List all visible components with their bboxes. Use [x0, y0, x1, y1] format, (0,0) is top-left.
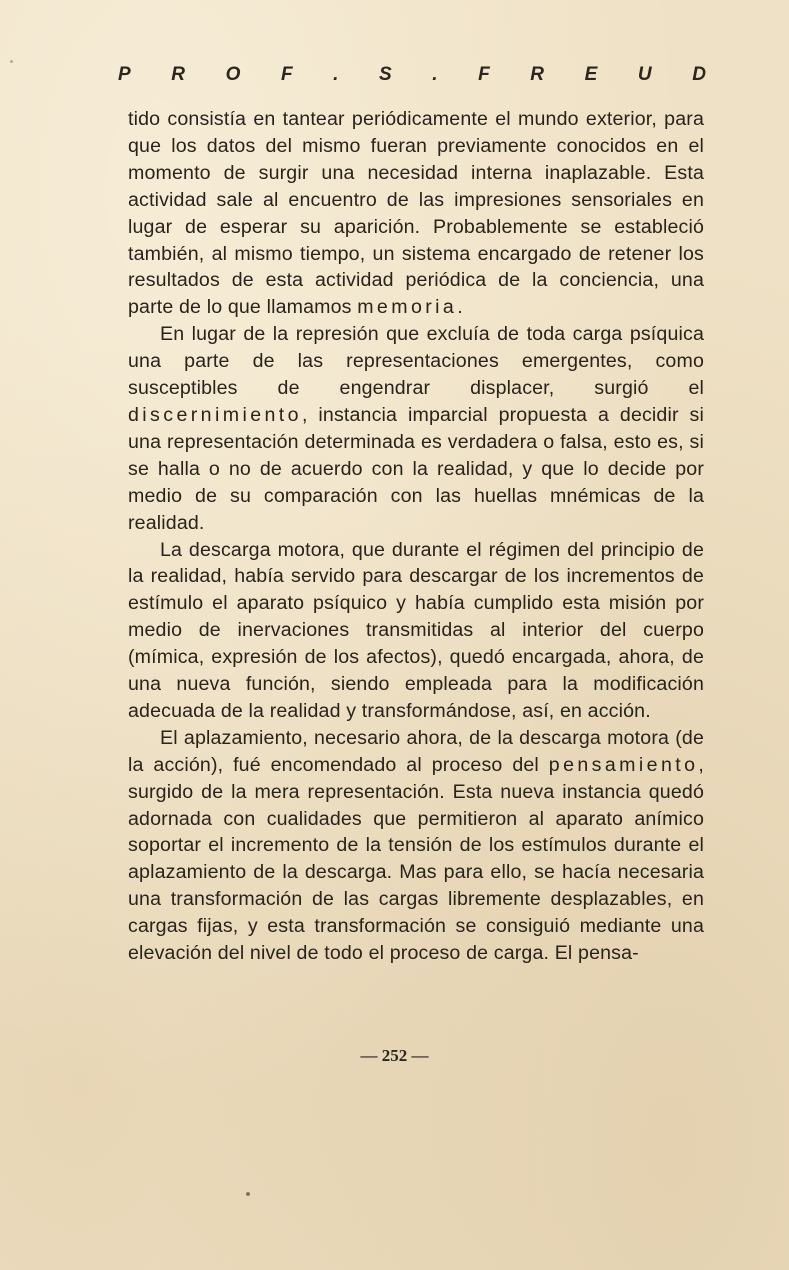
header-letter: S	[378, 64, 392, 85]
paragraph	[128, 321, 704, 536]
text-run: , instancia imparcial propuesta a decidir si una representación determinada es verdadera o falsa, esto es, si se halla o no de acuerdo con la realidad, y que lo decide por medio de su comparación con las huellas mnémicas de la realidad.	[128, 403, 704, 534]
emphasized-term: discernimiento	[128, 403, 302, 426]
running-header	[118, 60, 706, 90]
paragraph	[128, 537, 704, 725]
paragraph	[128, 725, 704, 967]
body-text	[128, 106, 704, 967]
paper-speck	[10, 60, 13, 63]
text-run: En lugar de la represión que excluía de toda carga psíquica una parte de las representaciones emergentes, como susceptibles de engendrar displacer, surgió el	[128, 323, 704, 400]
emphasized-term: pensamiento	[548, 753, 699, 776]
header-letter: E	[584, 64, 598, 85]
text-run: , surgido de la mera representación. Esta nueva instancia quedó adornada con cualidades que permitieron al aparato anímico soportar el incremento de la tensión de los estímulos durante el aplazamiento de la descarga. Mas para ello, se hacía necesaria una transformación de las cargas libremente desplazables, en cargas fijas, y esta transformación se consiguió mediante una elevación del nivel de todo el proceso de carga. El pensa-	[128, 753, 704, 965]
header-letter: .	[432, 64, 438, 85]
page-number: — 252 —	[360, 1046, 429, 1065]
paper-speck	[246, 1192, 250, 1196]
text-run: .	[457, 296, 463, 319]
header-letter: R	[530, 64, 545, 85]
header-letter: O	[225, 64, 241, 85]
text-run: tido consistía en tantear periódicamente el mundo exterior, para que los datos del mismo fueran previamente conocidos en el momento de surgir una necesidad interna inaplazable. Esta actividad sale al encuentro de las impresiones sensoriales en lugar de esperar su aparición. Probablemente se estableció también, al mismo tiempo, un sistema encargado de retener los resultados de esta actividad periódica de la conciencia, una parte de lo que llamamos	[128, 108, 704, 319]
header-letter: R	[171, 64, 185, 85]
paragraph	[128, 106, 704, 321]
header-letter: F	[280, 64, 293, 85]
text-run: El aplazamiento, necesario ahora, de la descarga motora (de la acción), fué encomendado al proceso del	[128, 726, 704, 776]
header-letter: P	[118, 64, 131, 85]
emphasized-term: memoria	[357, 296, 458, 319]
text-run: La descarga motora, que durante el régimen del principio de la realidad, había servido para descargar de los incrementos de estímulo el aparato psíquico y había cumplido esta misión por medio de inervaciones transmitidas al interior del cuerpo (mímica, expresión de los afectos), quedó encargada, ahora, de una nueva función, siendo empleada para la modificación adecuada de la realidad y transformándose, así, en acción.	[128, 538, 704, 722]
header-letter: D	[692, 64, 706, 85]
header-letter: U	[637, 64, 652, 85]
header-letter: .	[333, 64, 339, 85]
header-letter: F	[478, 64, 490, 85]
